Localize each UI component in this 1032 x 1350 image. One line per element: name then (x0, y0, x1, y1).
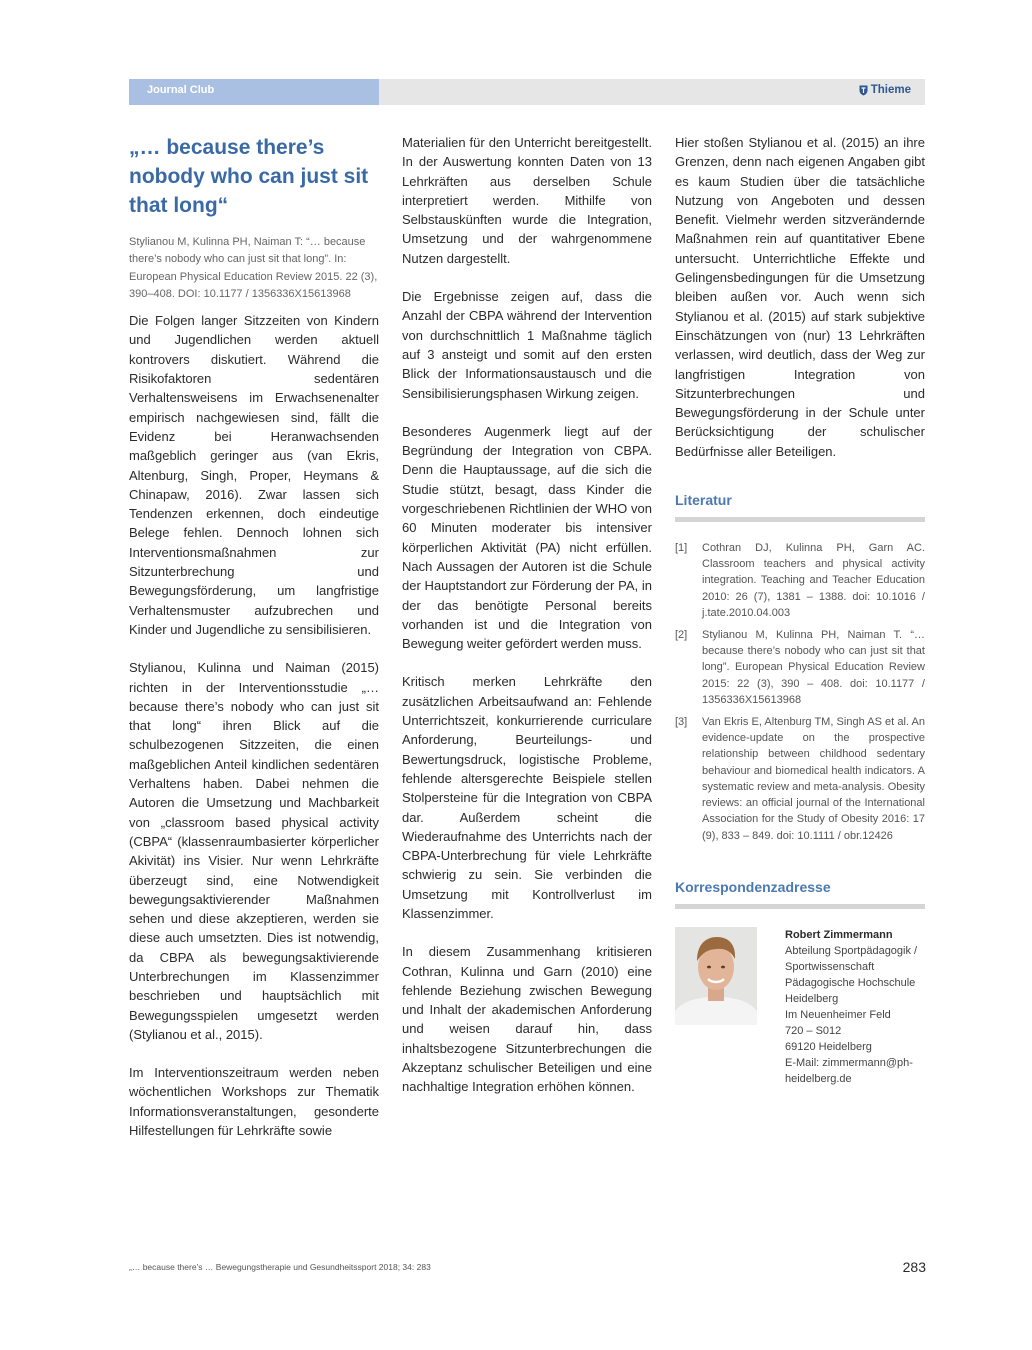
email-line: E-Mail: zimmermann@ph-heidelberg.de (785, 1056, 913, 1085)
address-line: Abteilung Sportpädagogik / Sportwissenschaft (785, 944, 918, 973)
article-title: „… because there’s nobody who can just sit that long“ (129, 136, 369, 217)
reference-list (675, 540, 925, 844)
paragraph: Im Interventionszeitraum werden neben wöchentlichen Workshops zur Thematik Informationsveranstaltungen, gesonderte Hilfestellungen für Lehrkräfte sowie (129, 1065, 379, 1139)
section-label: Journal Club (147, 84, 215, 96)
column-3 (675, 133, 925, 1087)
reference-number: [2] (675, 629, 688, 642)
correspondence-block (675, 927, 925, 1087)
address-line: Im Neuenheimer Feld (785, 1008, 891, 1021)
address-line: 720 – S012 (785, 1024, 842, 1037)
address-line: Pädagogische Hochschule Heidelberg (785, 976, 916, 1005)
paragraph: Hier stoßen Stylianou et al. (2015) an ihre Grenzen, denn nach eigenen Angaben gibt es kaum Studien über die tatsächliche Nutzung von Angeboten und dessen Benefit. Vielmehr werden sitzverändernde Maßnahmen rein auf quantitativer Ebene untersucht. Unterrichtliche Effekte und Gelingensbedingungen für die Umsetzung bleiben außen vor. Auch wenn sich Stylianou et al. (2015) auf stark subjektive Einschätzungen von (nur) 13 Lehrkräften verlassen, wird deutlich, dass der Weg zur langfristigen Integration von Sitzunterbrechungen und Bewegungsförderung in der Schule unter Berücksichtigung der schulischer Bedürfnisse aller Beteiligen. (675, 135, 925, 459)
reference-number: [1] (675, 542, 688, 555)
paragraph: Besonderes Augenmerk liegt auf der Begründung der Integration von CBPA. Denn die Hauptaussage, auf die sich die Studie stützt, besagt, dass Kinder die vorgeschriebenen Richtlinien der WHO von 60 Minuten moderater bis intensiver körperlichen Aktivität (PA) nicht erfüllen. Nach Aussagen der Autoren ist die Schule der Hauptstandort zur Förderung der PA, in der das benötigte Personal bereits vorhanden ist und die Integration von Bewegung weiter gefördert werden muss. (402, 423, 652, 652)
paragraph: Die Folgen langer Sitzzeiten von Kindern und Jugendlichen werden aktuell kontrovers diskutiert. Während die Risikofaktoren sedentären Verhaltensweisens im Erwachsenenalter empirisch nachgewiesen sind, fällt die Evidenz bei Heranwachsenden maßgeblich geringer aus (van Ekris, Altenburg, Singh, Proper, Heymans & Chinapaw, 2016). Zwar lassen sich Tendenzen erkennen, doch eindeutige Belege fehlen. Dennoch lohnen sich Interventionsmaßnahmen zur Sitzunterbrechung und Bewegungsförderung, um langfristige Verhaltensmuster aufzubrechen und Kinder und Jugendliche zu sensibilisieren. (129, 313, 379, 637)
reference-item (675, 627, 925, 708)
author-photo (675, 927, 757, 1025)
reference-text: Van Ekris E, Altenburg TM, Singh AS et al. An evidence-update on the prospective relationship between childhood sedentary behaviour and biomedical health indicators. A systematic review and meta-analysis. Obesity reviews: an official journal of the International Association for the Study of Obesity 2016: 17 (9), 833 – 849. doi: 10.1111 / obr.12426 (702, 716, 925, 842)
brand-name: Thieme (870, 84, 911, 96)
reference-item (675, 540, 925, 621)
correspondence-heading: Korrespondenzadresse (675, 878, 925, 909)
paragraph: In diesem Zusammenhang kritisieren Cothran, Kulinna und Garn (2010) eine fehlende Beziehung zwischen Bewegung und Inhalt der akademischen Anforderung und weisen darauf hin, dass inhaltsbezogene Sitzunterbrechungen die Akzeptanz schulischer Beteiligen und eine nachhaltige Integration erhöhen können. (402, 944, 652, 1095)
column-1 (129, 133, 379, 1159)
reference-text: Cothran DJ, Kulinna PH, Garn AC. Classroom teachers and physical activity integration. Teaching and Teacher Education 2010: 26 (7), 1381 – 1388. doi: 10.1016 / j.tate.2010.04.003 (702, 542, 925, 619)
author-name: Robert Zimmermann (785, 928, 893, 941)
paragraph: Die Ergebnisse zeigen auf, dass die Anzahl der CBPA während der Intervention von durchschnittlich 1 Maßnahme täglich auf 3 ansteigt und somit auf den ersten Blick der Informationsaustausch und die Sensibilisierungsphasen Wirkung zeigen. (402, 289, 652, 401)
paragraph: Kritisch merken Lehrkräfte den zusätzlichen Arbeitsaufwand an: Fehlende Unterrichtszeit, konkurrierende curriculare Anforderung, Beurteilungs- und Bewertungsdruck, logistische Probleme, fehlende altersgerechte Beispiele stellen Stolpersteine für die Integration von CBPA dar. Außerdem scheint die Wiederaufnahme des Unterrichts nach der CBPA-Unterbrechung für viele Lehrkräfte schwierig zu sein. Sie verbinden die Umsetzung mit Kontrollverlust im Klassenzimmer. (402, 674, 652, 921)
paragraph: Materialien für den Unterricht bereitgestellt. In der Auswertung konnten Daten von 13 Lehrkräften aus derselben Schule interpretiert werden. Mithilfe von Selbstauskünften wurde die Integration, Umsetzung und der wahrgenommene Nutzen dargestellt. (402, 135, 652, 266)
footer-source: „… because there’s … Bewegungstherapie und Gesundheitssport 2018; 34: 283 (129, 1262, 431, 1272)
reference-text: Stylianou M, Kulinna PH, Naiman T. “… because there’s nobody who can just sit that long”. European Physical Education Review 2015: 22 (3), 390 – 408. doi: 10.1177 / 1356336X15613968 (702, 629, 925, 706)
address (785, 927, 925, 1087)
article-citation: Stylianou M, Kulinna PH, Naiman T: “… because there’s nobody who can just sit that long”. In: European Physical Education Review 2015. 22 (3), 390–408. DOI: 10.1177 / 1356336X15613968 (129, 236, 378, 300)
thieme-shield-icon (859, 85, 868, 96)
publisher-logo (859, 84, 911, 96)
column-2 (402, 133, 652, 1116)
reference-number: [3] (675, 716, 688, 729)
running-header (129, 79, 925, 105)
literature-heading: Literatur (675, 491, 925, 522)
reference-item (675, 714, 925, 844)
page-number: 283 (902, 1259, 926, 1275)
address-line: 69120 Heidelberg (785, 1040, 872, 1053)
paragraph: Stylianou, Kulinna und Naiman (2015) richten in der Interventionsstudie „… because there’s nobody who can just sit that long“ ihren Blick auf die schulbezogenen Sitzzeiten, die einen maßgeblichen Anteil kindlichen sedentären Verhaltens haben. Dabei nehmen die Autoren die Umsetzung und Machbarkeit von „classroom based physical activity (CBPA“ (klassenraumbasierter körperlicher Akivität) ins Visier. Nur wenn Lehrkräfte überzeugt sind, eine Notwendigkeit bewegungsaktivierender Maßnahmen sehen und diese akzeptieren, werden sie diese auch umsetzten. Dies ist notwendig, da CBPA als bewegungsaktivierende Unterbrechungen im Klassenzimmer beschrieben und hauptsächlich mit Bewegungsspielen umgesetzt werden (Stylianou et al., 2015). (129, 660, 379, 1042)
section-tab (129, 79, 379, 105)
